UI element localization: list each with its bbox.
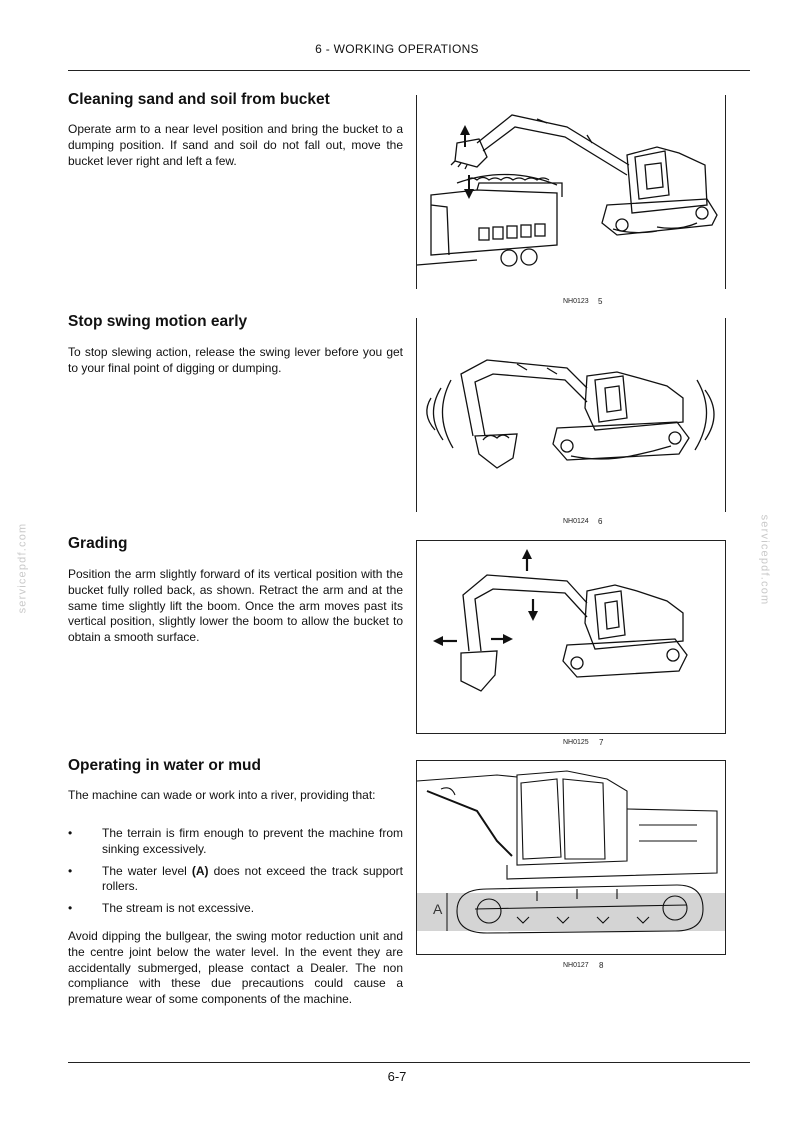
- figure-frame: [416, 540, 726, 734]
- section-text-grading: Position the arm slightly forward of its vertical position with the bucket fully rolled back, as shown. Retract the arm and at the same time slightly lift the boom. Once the arm moves past its vertical position, slightly lower the boom to allow the bucket to obtain a smooth surface.: [68, 567, 403, 645]
- section-title-cleaning: Cleaning sand and soil from bucket: [68, 91, 330, 108]
- figure-water-mud: [416, 760, 726, 975]
- watermark-left: servicepdf.com: [16, 522, 29, 614]
- section-text-stop-swing: To stop slewing action, release the swing lever before you get to your final point of digging or dumping.: [68, 345, 403, 375]
- figure-code: NH0124: [563, 518, 589, 525]
- figure-frame: [416, 760, 726, 955]
- excavator-grading-illustration: [417, 541, 725, 733]
- figure-code: NH0123: [563, 298, 589, 305]
- excavator-swing-illustration: [417, 318, 725, 512]
- section-title-grading: Grading: [68, 535, 128, 552]
- section-text-cleaning: Operate arm to a near level position and bring the bucket to a dumping position. If sand and soil do not fall out, move the bucket lever right and left a few.: [68, 122, 403, 168]
- list-item: [68, 901, 403, 917]
- watermark-right: servicepdf.com: [758, 514, 771, 606]
- bullet-symbol: •: [68, 901, 73, 916]
- excavator-water-level-illustration: [417, 761, 725, 954]
- list-item: [68, 826, 403, 858]
- bullet-symbol: •: [68, 826, 73, 840]
- section-title-water-mud: Operating in water or mud: [68, 757, 261, 774]
- list-item-bold: (A): [191, 863, 209, 878]
- figure-number: 5: [598, 297, 603, 306]
- figure-number: 7: [599, 738, 604, 747]
- water-conditions-list: [68, 826, 403, 923]
- footer-rule: [68, 1062, 750, 1063]
- section-text-water-mud: Avoid dipping the bullgear, the swing motor reduction unit and the centre joint below the water level. In the event they are accidentally submerged, please contact a Dealer. The non compliance with these due precautions could cause a premature wear of some components of the machine.: [68, 929, 403, 1007]
- section-title-stop-swing: Stop swing motion early: [68, 313, 248, 330]
- figure-cleaning-bucket: [416, 95, 726, 310]
- list-item-text: The stream is not excessive.: [102, 901, 255, 916]
- figure-frame: [416, 318, 726, 512]
- header-rule: [68, 70, 750, 71]
- water-level-label: A: [433, 901, 443, 917]
- excavator-dumping-illustration: [417, 95, 725, 289]
- section-intro-water-mud: The machine can wade or work into a river, providing that:: [68, 788, 376, 802]
- list-item-text: The water level: [102, 863, 192, 878]
- list-item-text: The terrain is firm enough to prevent the machine from sinking excessively.: [102, 826, 403, 856]
- figure-number: 6: [598, 517, 603, 526]
- figure-grading: [416, 540, 726, 752]
- figure-stop-swing: [416, 318, 726, 533]
- figure-code: NH0125: [563, 739, 589, 746]
- list-item-text-after: does not exceed the track support rollers.: [102, 863, 403, 894]
- figure-number: 8: [599, 961, 604, 970]
- list-item: [68, 864, 403, 896]
- figure-frame: [416, 95, 726, 289]
- page-header-title: 6 - WORKING OPERATIONS: [315, 42, 479, 56]
- bullet-symbol: •: [68, 863, 73, 878]
- figure-code: NH0127: [563, 962, 589, 969]
- page-number: 6-7: [387, 1069, 407, 1084]
